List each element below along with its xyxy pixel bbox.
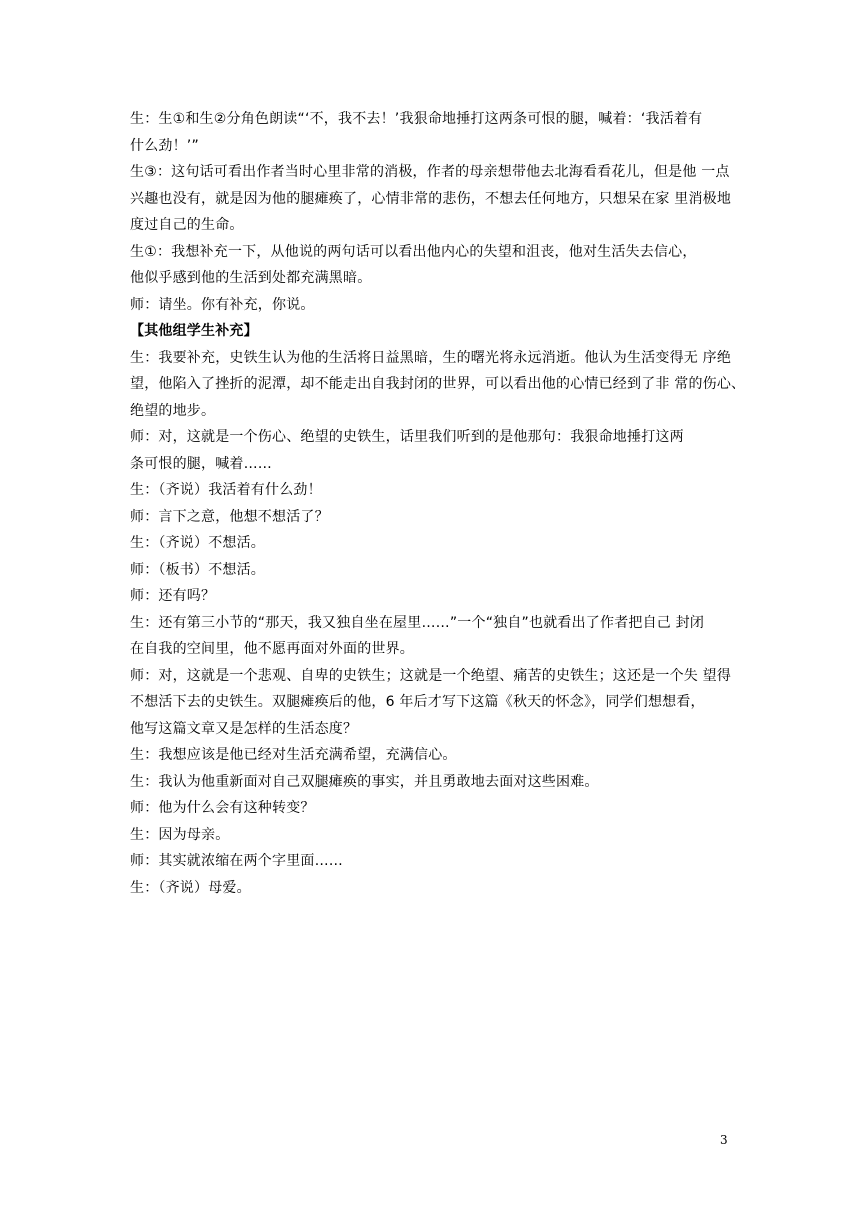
text-line: 在自我的空间里，他不愿再面对外面的世界。 [130,641,414,657]
text-line: 绝望的地步。 [130,402,216,419]
text-line: 不想活下去的史铁生。双腿瘫痪后的他，6 年后才写下这篇《秋天的怀念》，同学们想想看， [130,694,705,710]
text-line: 师：对，这就是一个伤心、绝望的史铁生，话里我们听到的是他那句：我狠命地捶打这两 [130,429,684,445]
text-line: 生：我要补充，史铁生认为他的生活将日益黑暗，生的曙光将永远消逝。他认为生活变得无 序绝 [130,349,732,366]
text-line: 师：还有吗？ [130,588,216,604]
text-line: 生③：这句话可看出作者当时心里非常的消极，作者的母亲想带他去北海看看花儿，但是他 一点 [130,164,730,180]
text-line: 师：言下之意，他想不想活了？ [130,508,329,525]
text-line: 什么劲！’” [130,137,199,154]
text-line: 生：还有第三小节的“那天，我又独自坐在屋里……”一个“独自”也就看出了作者把自己 封闭 [130,614,705,631]
text-line: 望，他陷入了挫折的泥潭，却不能走出自我封闭的世界，可以看出他的心情已经到了非 常的伤心、 [130,376,746,392]
document-body [130,106,750,901]
text-line: 师：其实就浓缩在两个字里面…… [130,853,343,869]
text-line: 师：他为什么会有这种转变？ [130,800,315,816]
page-number: 3 [720,1133,728,1147]
text-line: 生：生①和生②分角色朗读“‘不，我不去！’我狠命地捶打这两条可恨的腿，喊着：‘我活着有 [130,111,703,127]
text-line: 生：（齐说）不想活。 [130,535,265,551]
text-line: 生：（齐说）我活着有什么劲！ [130,482,322,498]
text-line: 生：我想应该是他已经对生活充满希望，充满信心。 [130,747,457,763]
text-line: 师：（板书）不想活。 [130,561,265,578]
text-line: 生：我认为他重新面对自己双腿瘫痪的事实，并且勇敢地去面对这些困难。 [130,773,599,790]
text-line: 他似乎感到他的生活到处都充满黑暗。 [130,270,372,286]
text-line: 生：（齐说）母爱。 [130,879,251,896]
text-line: 生①：我想补充一下，从他说的两句话可以看出他内心的失望和沮丧，他对生活失去信心， [130,243,697,260]
text-line: 条可恨的腿，喊着…… [130,455,272,472]
text-line: 他写这篇文章又是怎样的生活态度？ [130,720,358,737]
section-heading: 【其他组学生补充】 [130,323,258,339]
text-line: 师：请坐。你有补充，你说。 [130,296,315,313]
text-line: 生：因为母亲。 [130,826,230,843]
text-line: 师：对，这就是一个悲观、自卑的史铁生；这就是一个绝望、痛苦的史铁生；这还是一个失 望得 [130,667,732,684]
text-line: 度过自己的生命。 [130,217,244,233]
text-line: 兴趣也没有，就是因为他的腿瘫痪了，心情非常的悲伤，不想去任何地方，只想呆在家 里消极地 [130,190,732,207]
